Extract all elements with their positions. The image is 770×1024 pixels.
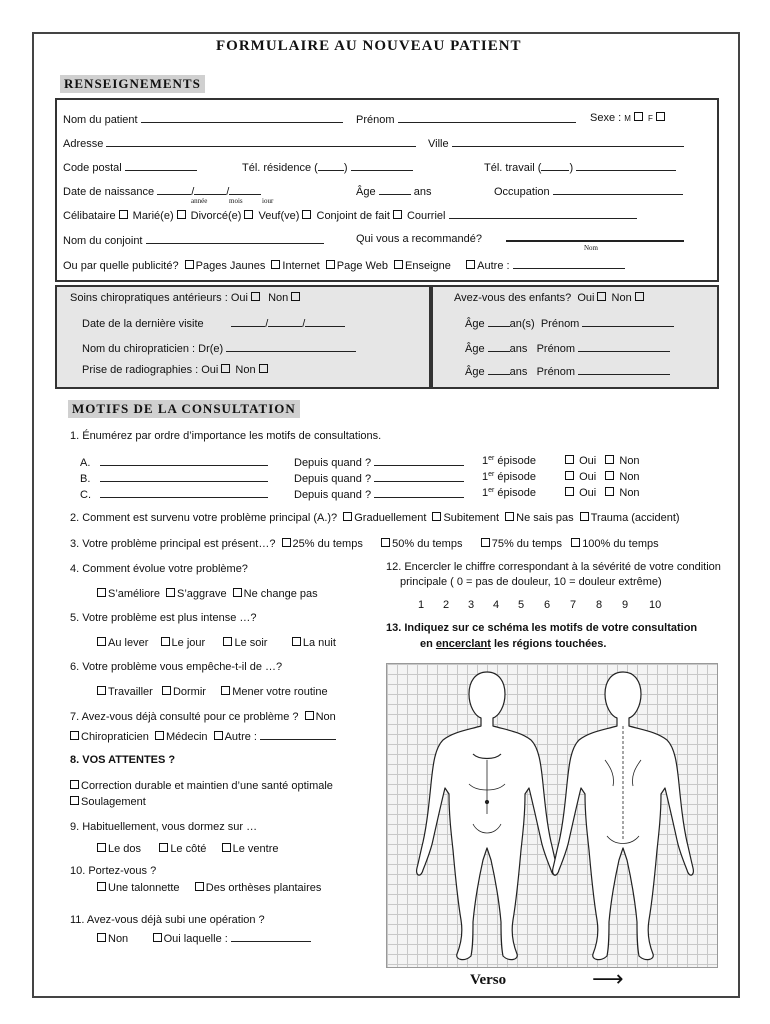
input-prenom-enfant-2[interactable] [578,341,670,352]
q1-non-a[interactable] [605,455,614,464]
checkbox-divorce[interactable] [244,210,253,219]
q2-opt-2: Ne sais pas [516,512,574,524]
input-mois[interactable] [194,184,226,195]
label-nom-patient: Nom du patient [63,114,138,126]
q1-depuis-b [294,471,464,485]
q1-oui-label: Oui [579,455,597,467]
label-soins-oui: Oui [230,292,248,304]
q3-cb-3[interactable] [571,538,580,547]
q9-cb-1[interactable] [159,843,168,852]
q2-opt-1: Subitement [443,512,500,524]
hint-annee: année [191,197,208,205]
label-ville: Ville [428,138,449,150]
q1-episode-c [482,487,536,499]
q1-non-c[interactable] [605,487,614,496]
label-celibataire: Célibataire [63,210,116,222]
q1-er: er [488,487,495,494]
row-enfant-1 [465,316,674,330]
slash: / [226,186,230,198]
q11-opt-0: Non [108,933,129,945]
q8-cb-1[interactable] [70,796,79,805]
q6-options [94,686,328,698]
q1-text: 1. Énumérez par ordre d’importance les motifs de consultations. [70,430,382,442]
input-age-enfant-3[interactable] [488,364,510,375]
q13-underlined: encerclant [435,638,491,650]
body-diagram[interactable] [386,663,718,968]
q6-opt-2: Mener votre routine [232,686,328,698]
q8-opt-0: Correction durable et maintien d’une santé optimale [81,780,333,792]
q13-line2 [420,638,606,650]
q4-opt-1: S’aggrave [177,588,227,600]
label-enfants-oui: Oui [577,292,595,304]
q1-episode-a [482,455,536,467]
hint-mois: mois [229,197,243,205]
q11-input[interactable] [231,931,311,942]
label-enfants-non: Non [611,292,632,304]
q5-opt-2: Le soir [234,637,268,649]
q2-cb-1[interactable] [432,512,441,521]
scale-3[interactable]: 3 [468,599,475,611]
q1-er: er [488,455,495,462]
q1-input-a[interactable] [100,455,268,466]
body-figures-svg [387,664,717,967]
q10-cb-0[interactable] [97,882,106,891]
checkbox-enseigne[interactable] [394,260,403,269]
q6-cb-2[interactable] [221,686,230,695]
q2-text: 2. Comment est survenu votre problème principal (A.)? [70,512,338,524]
q13-line1: 13. Indiquez sur ce schéma les motifs de votre consultation [386,622,698,634]
q1-depuis-input-a[interactable] [374,455,464,466]
row-enfants [454,292,646,304]
q2-cb-0[interactable] [343,512,352,521]
q11-cb-0[interactable] [97,933,106,942]
row-nom-chiro [82,341,356,355]
q9-text: 9. Habituellement, vous dormez sur … [70,821,258,833]
q5-opt-0: Au lever [108,637,149,649]
input-nom-patient[interactable] [141,112,343,123]
q8-cb-0[interactable] [70,780,79,789]
q2-cb-3[interactable] [580,512,589,521]
q9-opt-1: Le côté [170,843,207,855]
label-prenom-enfant: Prénom [540,318,580,330]
q10-text: 10. Portez-vous ? [70,865,157,877]
q1-1: 1 [482,487,489,499]
q5-text: 5. Votre problème est plus intense …? [70,612,257,624]
label-radio-non: Non [235,364,256,376]
row-code-postal [63,160,197,174]
verso-label: Verso [470,972,507,988]
q7-cb-non[interactable] [305,711,314,720]
slash: / [191,186,195,198]
row-prenom [356,112,576,126]
q1-depuis-c [294,487,464,501]
q1-episode-label: épisode [497,471,536,483]
row-publicite [63,258,625,272]
q7-cb-1[interactable] [155,731,164,740]
row-date-visite: Date de la dernière visite / / [82,316,345,330]
label-date-naissance: Date de naissance [63,186,155,198]
row-enfant-3 [465,364,670,378]
q1-ouinon-a [562,455,640,467]
label-marie: Marié(e) [132,210,174,222]
label-divorce: Divorcé(e) [190,210,242,222]
q7-non: Non [315,711,336,723]
form-title: FORMULAIRE AU NOUVEAU PATIENT [216,38,522,54]
q1-episode-label: épisode [497,455,536,467]
row-etat-civil [63,208,637,222]
row-occupation [494,184,683,198]
q1-input-c[interactable] [100,487,268,498]
q1-row-a [80,455,268,469]
label-prenom-enfant: Prénom [536,366,576,378]
label-age: Âge [356,186,376,198]
hint-jour: iour [262,197,274,205]
checkbox-soins-non[interactable] [291,292,300,301]
input-nom-conjoint[interactable] [146,233,324,244]
input-prenom-enfant-3[interactable] [578,364,670,375]
q1-non-label: Non [619,487,640,499]
q5-cb-0[interactable] [97,637,106,646]
label-conjoint-fait: Conjoint de fait [316,210,390,222]
q4-cb-0[interactable] [97,588,106,597]
row-date-naissance [63,184,261,198]
label-date-visite: Date de la dernière visite [82,318,204,330]
q9-options [94,843,279,855]
scale-7[interactable]: 7 [570,599,577,611]
hint-nom: Nom [584,244,598,252]
input-visite-mois[interactable] [268,316,302,327]
q3 [70,538,659,550]
label-page-web: Page Web [336,260,388,272]
label-enseigne: Enseigne [405,260,451,272]
q1-ouinon-c [562,487,640,499]
q10-opt-0: Une talonnette [108,882,180,894]
checkbox-radio-oui[interactable] [221,364,230,373]
q8-opt-1: Soulagement [81,796,146,808]
q7-input-autre[interactable] [260,729,336,740]
section-motifs: MOTIFS DE LA CONSULTATION [68,400,300,418]
q1-depuis-a [294,455,464,469]
q10-cb-1[interactable] [195,882,204,891]
q9-cb-2[interactable] [222,843,231,852]
q6-cb-1[interactable] [162,686,171,695]
q1-oui-a[interactable] [565,455,574,464]
row-tel-travail [484,160,676,174]
q1-episode-label: épisode [497,487,536,499]
scale-10[interactable]: 10 [649,599,662,611]
checkbox-internet[interactable] [271,260,280,269]
q12-scale [418,599,669,611]
paren: ) [343,162,348,174]
body-front-figure [417,672,558,960]
row-nom [63,112,343,126]
input-autre[interactable] [513,258,625,269]
row-radio [82,364,270,376]
q7-opt-1: Médecin [165,731,208,743]
q12-line2: principale ( 0 = pas de douleur, 10 = douleur extrême) [400,576,662,588]
q2-cb-2[interactable] [505,512,514,521]
row-sexe [590,112,667,124]
q9-opt-2: Le ventre [232,843,279,855]
q7-cb-2[interactable] [214,731,223,740]
label-ans: ans [509,366,528,378]
scale-9[interactable]: 9 [622,599,629,611]
body-back-figure [553,672,694,960]
label-soins-non: Non [268,292,289,304]
scale-5[interactable]: 5 [518,599,525,611]
label-f: F [647,114,653,123]
scale-8[interactable]: 8 [596,599,603,611]
input-prenom[interactable] [398,112,576,123]
label-prenom: Prénom [356,114,395,126]
label-enfants: Avez-vous des enfants? [454,292,572,304]
row-recommande [356,233,482,245]
q4-options [94,588,318,600]
input-code-postal[interactable] [125,160,197,171]
q1-episode-b [482,471,536,483]
q1-label-c: C. [80,489,91,501]
q7-text: 7. Avez-vous déjà consulté pour ce problème ? [70,711,299,723]
q1-non-label: Non [619,471,640,483]
checkbox-page-web[interactable] [326,260,335,269]
q11-opt-1: Oui laquelle : [163,933,228,945]
input-tel-res-area[interactable] [318,160,344,171]
label-courriel: Courriel [406,210,446,222]
checkbox-soins-oui[interactable] [251,292,260,301]
checkbox-autre[interactable] [466,260,475,269]
q6-opt-1: Dormir [172,686,206,698]
q1-oui-label: Oui [579,471,597,483]
q11-cb-1[interactable] [153,933,162,942]
q9-opt-0: Le dos [108,843,142,855]
input-visite-jour[interactable] [231,316,265,327]
label-adresse: Adresse [63,138,104,150]
row-soins [70,292,302,304]
label-tel-residence: Tél. résidence ( [242,162,318,174]
checkbox-conjoint-fait[interactable] [393,210,402,219]
q5-options [94,637,336,649]
q5-cb-2[interactable] [223,637,232,646]
label-publicite: Ou par quelle publicité? [63,260,179,272]
input-occupation[interactable] [553,184,683,195]
q7-opt-0: Chiropraticien [81,731,149,743]
q6-cb-0[interactable] [97,686,106,695]
row-tel-residence [242,160,413,174]
q13-post: les régions touchées. [490,638,607,650]
label-code-postal: Code postal [63,162,122,174]
q1-non-label: Non [619,455,640,467]
label-occupation: Occupation [494,186,550,198]
label-m: M [624,114,631,123]
q1-1: 1 [482,471,489,483]
q3-text: 3. Votre problème principal est présent…? [70,538,276,550]
label-internet: Internet [282,260,320,272]
q4-cb-1[interactable] [166,588,175,597]
section-renseignements: RENSEIGNEMENTS [60,75,205,93]
q1-non-b[interactable] [605,471,614,480]
q3-opt-2: 75% du temps [491,538,563,550]
q1-ouinon-b [562,471,640,483]
label-sexe: Sexe : [590,112,622,124]
q3-cb-0[interactable] [282,538,291,547]
q4-cb-2[interactable] [233,588,242,597]
input-tel-residence[interactable] [351,160,413,171]
q4-opt-0: S’améliore [108,588,160,600]
q1-depuis-input-c[interactable] [374,487,464,498]
checkbox-m[interactable] [634,112,643,121]
q7-options [70,729,336,743]
label-tel-travail: Tél. travail ( [484,162,542,174]
q8-text: 8. VOS ATTENTES ? [70,754,176,766]
q12-line1: 12. Encercler le chiffre correspondant à la sévérité de votre condition [386,561,721,573]
q1-oui-b[interactable] [565,471,574,480]
q10-opt-1: Des orthèses plantaires [205,882,322,894]
q6-text: 6. Votre problème vous empêche-t-il de …? [70,661,283,673]
q1-depuis-input-b[interactable] [374,471,464,482]
checkbox-marie[interactable] [177,210,186,219]
scale-6[interactable]: 6 [544,599,551,611]
label-age-enfant: Âge [465,318,485,330]
q1-er: er [488,471,495,478]
input-prenom-enfant-1[interactable] [582,316,674,327]
q1-depuis-label: Depuis quand ? [294,473,372,485]
q1-row-c [80,487,268,501]
label-qui-recommande: Qui vous a recommandé? [356,233,482,245]
q1-oui-label: Oui [579,487,597,499]
q5-opt-1: Le jour [171,637,206,649]
label-radio: Prise de radiographies : Oui [82,364,219,376]
q7-line1 [70,711,336,723]
checkbox-f[interactable] [656,112,665,121]
input-jour[interactable] [229,184,261,195]
row-ville [428,136,684,150]
q5-opt-3: La nuit [302,637,336,649]
input-tel-travail[interactable] [576,160,676,171]
scale-2[interactable]: 2 [443,599,450,611]
q3-opt-0: 25% du temps [292,538,363,550]
q7-opt-2: Autre : [224,731,257,743]
checkbox-celibataire[interactable] [119,210,128,219]
q2 [70,512,680,524]
q3-opt-3: 100% du temps [582,538,659,550]
q5-cb-1[interactable] [161,637,170,646]
label-age-enfant: Âge [465,366,485,378]
checkbox-veuf[interactable] [302,210,311,219]
q1-label-b: B. [80,473,91,485]
checkbox-pages-jaunes[interactable] [185,260,194,269]
q2-opt-3: Trauma (accident) [590,512,680,524]
label-pages-jaunes: Pages Jaunes [195,260,266,272]
row-conjoint [63,233,324,247]
paren: ) [569,162,574,174]
q11-text: 11. Avez-vous déjà subi une opération ? [70,914,265,926]
q1-depuis-label: Depuis quand ? [294,457,372,469]
input-adresse[interactable] [106,136,416,147]
input-recommande[interactable] [506,240,684,242]
label-nom-conjoint: Nom du conjoint [63,235,143,247]
label-ans: ans [509,343,528,355]
q1-label-a: A. [80,457,91,469]
label-nom-chiro: Nom du chiropraticien : Dr(e) [82,343,224,355]
label-prenom-enfant: Prénom [536,343,576,355]
checkbox-enfants-oui[interactable] [597,292,606,301]
label-veuf: Veuf(ve) [258,210,300,222]
q4-opt-2: Ne change pas [243,588,318,600]
q1-1: 1 [482,455,489,467]
label-soins: Soins chiropratiques antérieurs : [70,292,228,304]
input-ville[interactable] [452,136,684,147]
input-age-enfant-1[interactable] [488,316,510,327]
q8-opt-row-0 [70,780,333,792]
q2-opt-0: Graduellement [354,512,427,524]
label-autre: Autre : [477,260,510,272]
input-annee[interactable] [157,184,191,195]
input-age[interactable] [379,184,411,195]
q1-oui-c[interactable] [565,487,574,496]
q7-cb-0[interactable] [70,731,79,740]
scale-1[interactable]: 1 [418,599,425,611]
q4-text: 4. Comment évolue votre problème? [70,563,248,575]
q8-opt-row-1 [70,796,146,808]
input-tel-trav-area[interactable] [541,160,569,171]
input-nom-chiro[interactable] [226,341,356,352]
checkbox-enfants-non[interactable] [635,292,644,301]
input-courriel[interactable] [449,208,637,219]
q9-cb-0[interactable] [97,843,106,852]
q3-opt-1: 50% du temps [392,538,463,550]
q5-cb-3[interactable] [292,637,301,646]
label-ans: ans [413,186,432,198]
row-age [356,184,431,198]
q11-options [94,931,311,945]
q10-options [94,882,321,894]
scale-4[interactable]: 4 [493,599,500,611]
q1-depuis-label: Depuis quand ? [294,489,372,501]
q3-cb-2[interactable] [481,538,490,547]
q6-opt-0: Travailler [108,686,153,698]
q3-cb-1[interactable] [381,538,390,547]
input-age-enfant-2[interactable] [488,341,510,352]
label-ans: an(s) [509,318,535,330]
arrow-right-icon[interactable]: ⟶ [592,966,624,991]
row-enfant-2 [465,341,670,355]
q1-row-b [80,471,268,485]
checkbox-radio-non[interactable] [259,364,268,373]
q1-input-b[interactable] [100,471,268,482]
input-visite-annee[interactable] [305,316,345,327]
q13-pre: en [420,638,436,650]
row-adresse [63,136,416,150]
label-age-enfant: Âge [465,343,485,355]
